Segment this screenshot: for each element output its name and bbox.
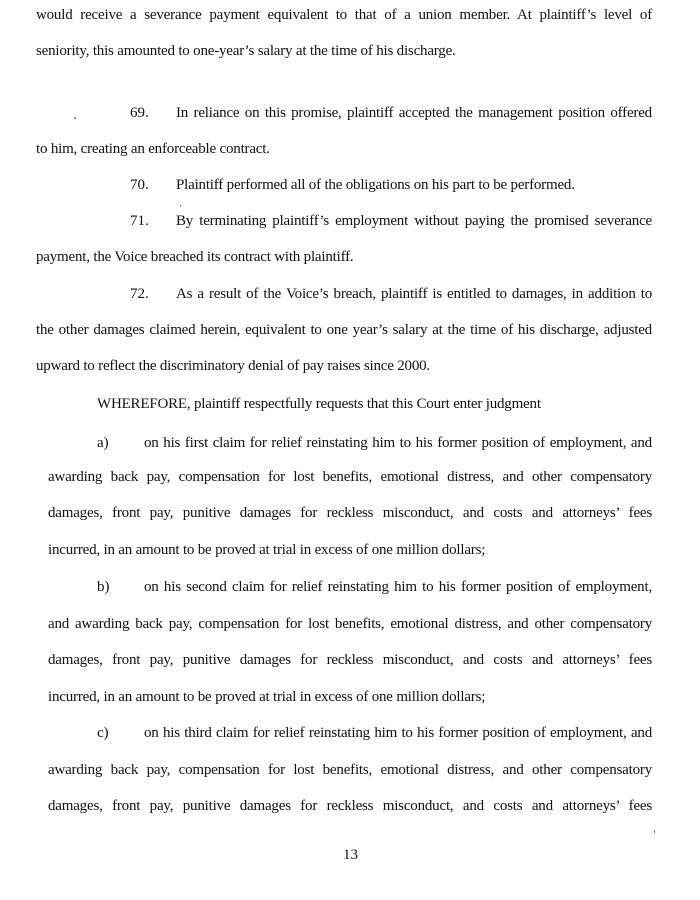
relief-label: b)	[97, 579, 110, 595]
paragraph-line: to him, creating an enforceable contract.	[36, 141, 270, 157]
paragraph-line: upward to reflect the discriminatory denial of pay raises since 2000.	[36, 358, 430, 374]
scan-artifact	[74, 117, 76, 119]
body-line: would receive a severance payment equivalent to that of a union member. At plaintiff’s level of	[36, 7, 652, 23]
scan-artifact	[654, 830, 655, 833]
relief-line: incurred, in an amount to be proved at trial in excess of one million dollars;	[48, 689, 486, 705]
relief-line: damages, front pay, punitive damages for reckless misconduct, and costs and attorneys’ fees	[48, 652, 652, 668]
relief-first-line: on his second claim for relief reinstating him to his former position of employment,	[144, 579, 652, 595]
relief-line: awarding back pay, compensation for lost benefits, emotional distress, and other compensatory	[48, 762, 652, 778]
relief-line: incurred, in an amount to be proved at trial in excess of one million dollars;	[48, 542, 486, 558]
paragraph-first-line: Plaintiff performed all of the obligations on his part to be performed.	[176, 177, 575, 193]
paragraph-number: 72.	[130, 286, 149, 302]
relief-first-line: on his third claim for relief reinstating him to his former position of employment, and	[144, 725, 652, 741]
paragraph-number: 69.	[130, 105, 149, 121]
paragraph-number: 70.	[130, 177, 149, 193]
paragraph-line: the other damages claimed herein, equivalent to one year’s salary at the time of his discharge, adjusted	[36, 322, 652, 338]
paragraph-first-line: As a result of the Voice’s breach, plaintiff is entitled to damages, in addition to	[176, 286, 652, 302]
body-line: seniority, this amounted to one-year’s salary at the time of his discharge.	[36, 43, 456, 59]
relief-first-line: on his first claim for relief reinstating him to his former position of employment, and	[144, 435, 652, 451]
relief-line: awarding back pay, compensation for lost benefits, emotional distress, and other compensatory	[48, 469, 652, 485]
relief-line: and awarding back pay, compensation for lost benefits, emotional distress, and other compensatory	[48, 616, 652, 632]
relief-label: a)	[97, 435, 109, 451]
relief-line: damages, front pay, punitive damages for reckless misconduct, and costs and attorneys’ fees	[48, 505, 652, 521]
paragraph-first-line: By terminating plaintiff’s employment without paying the promised severance	[176, 213, 652, 229]
relief-label: c)	[97, 725, 109, 741]
paragraph-first-line: In reliance on this promise, plaintiff accepted the management position offered	[176, 105, 652, 121]
page-number: 13	[343, 847, 358, 863]
wherefore-clause: WHEREFORE, plaintiff respectfully requests that this Court enter judgment	[97, 396, 541, 412]
relief-line: damages, front pay, punitive damages for reckless misconduct, and costs and attorneys’ fees	[48, 798, 652, 814]
paragraph-number: 71.	[130, 213, 149, 229]
paragraph-line: payment, the Voice breached its contract with plaintiff.	[36, 249, 354, 265]
scan-artifact	[180, 205, 181, 207]
